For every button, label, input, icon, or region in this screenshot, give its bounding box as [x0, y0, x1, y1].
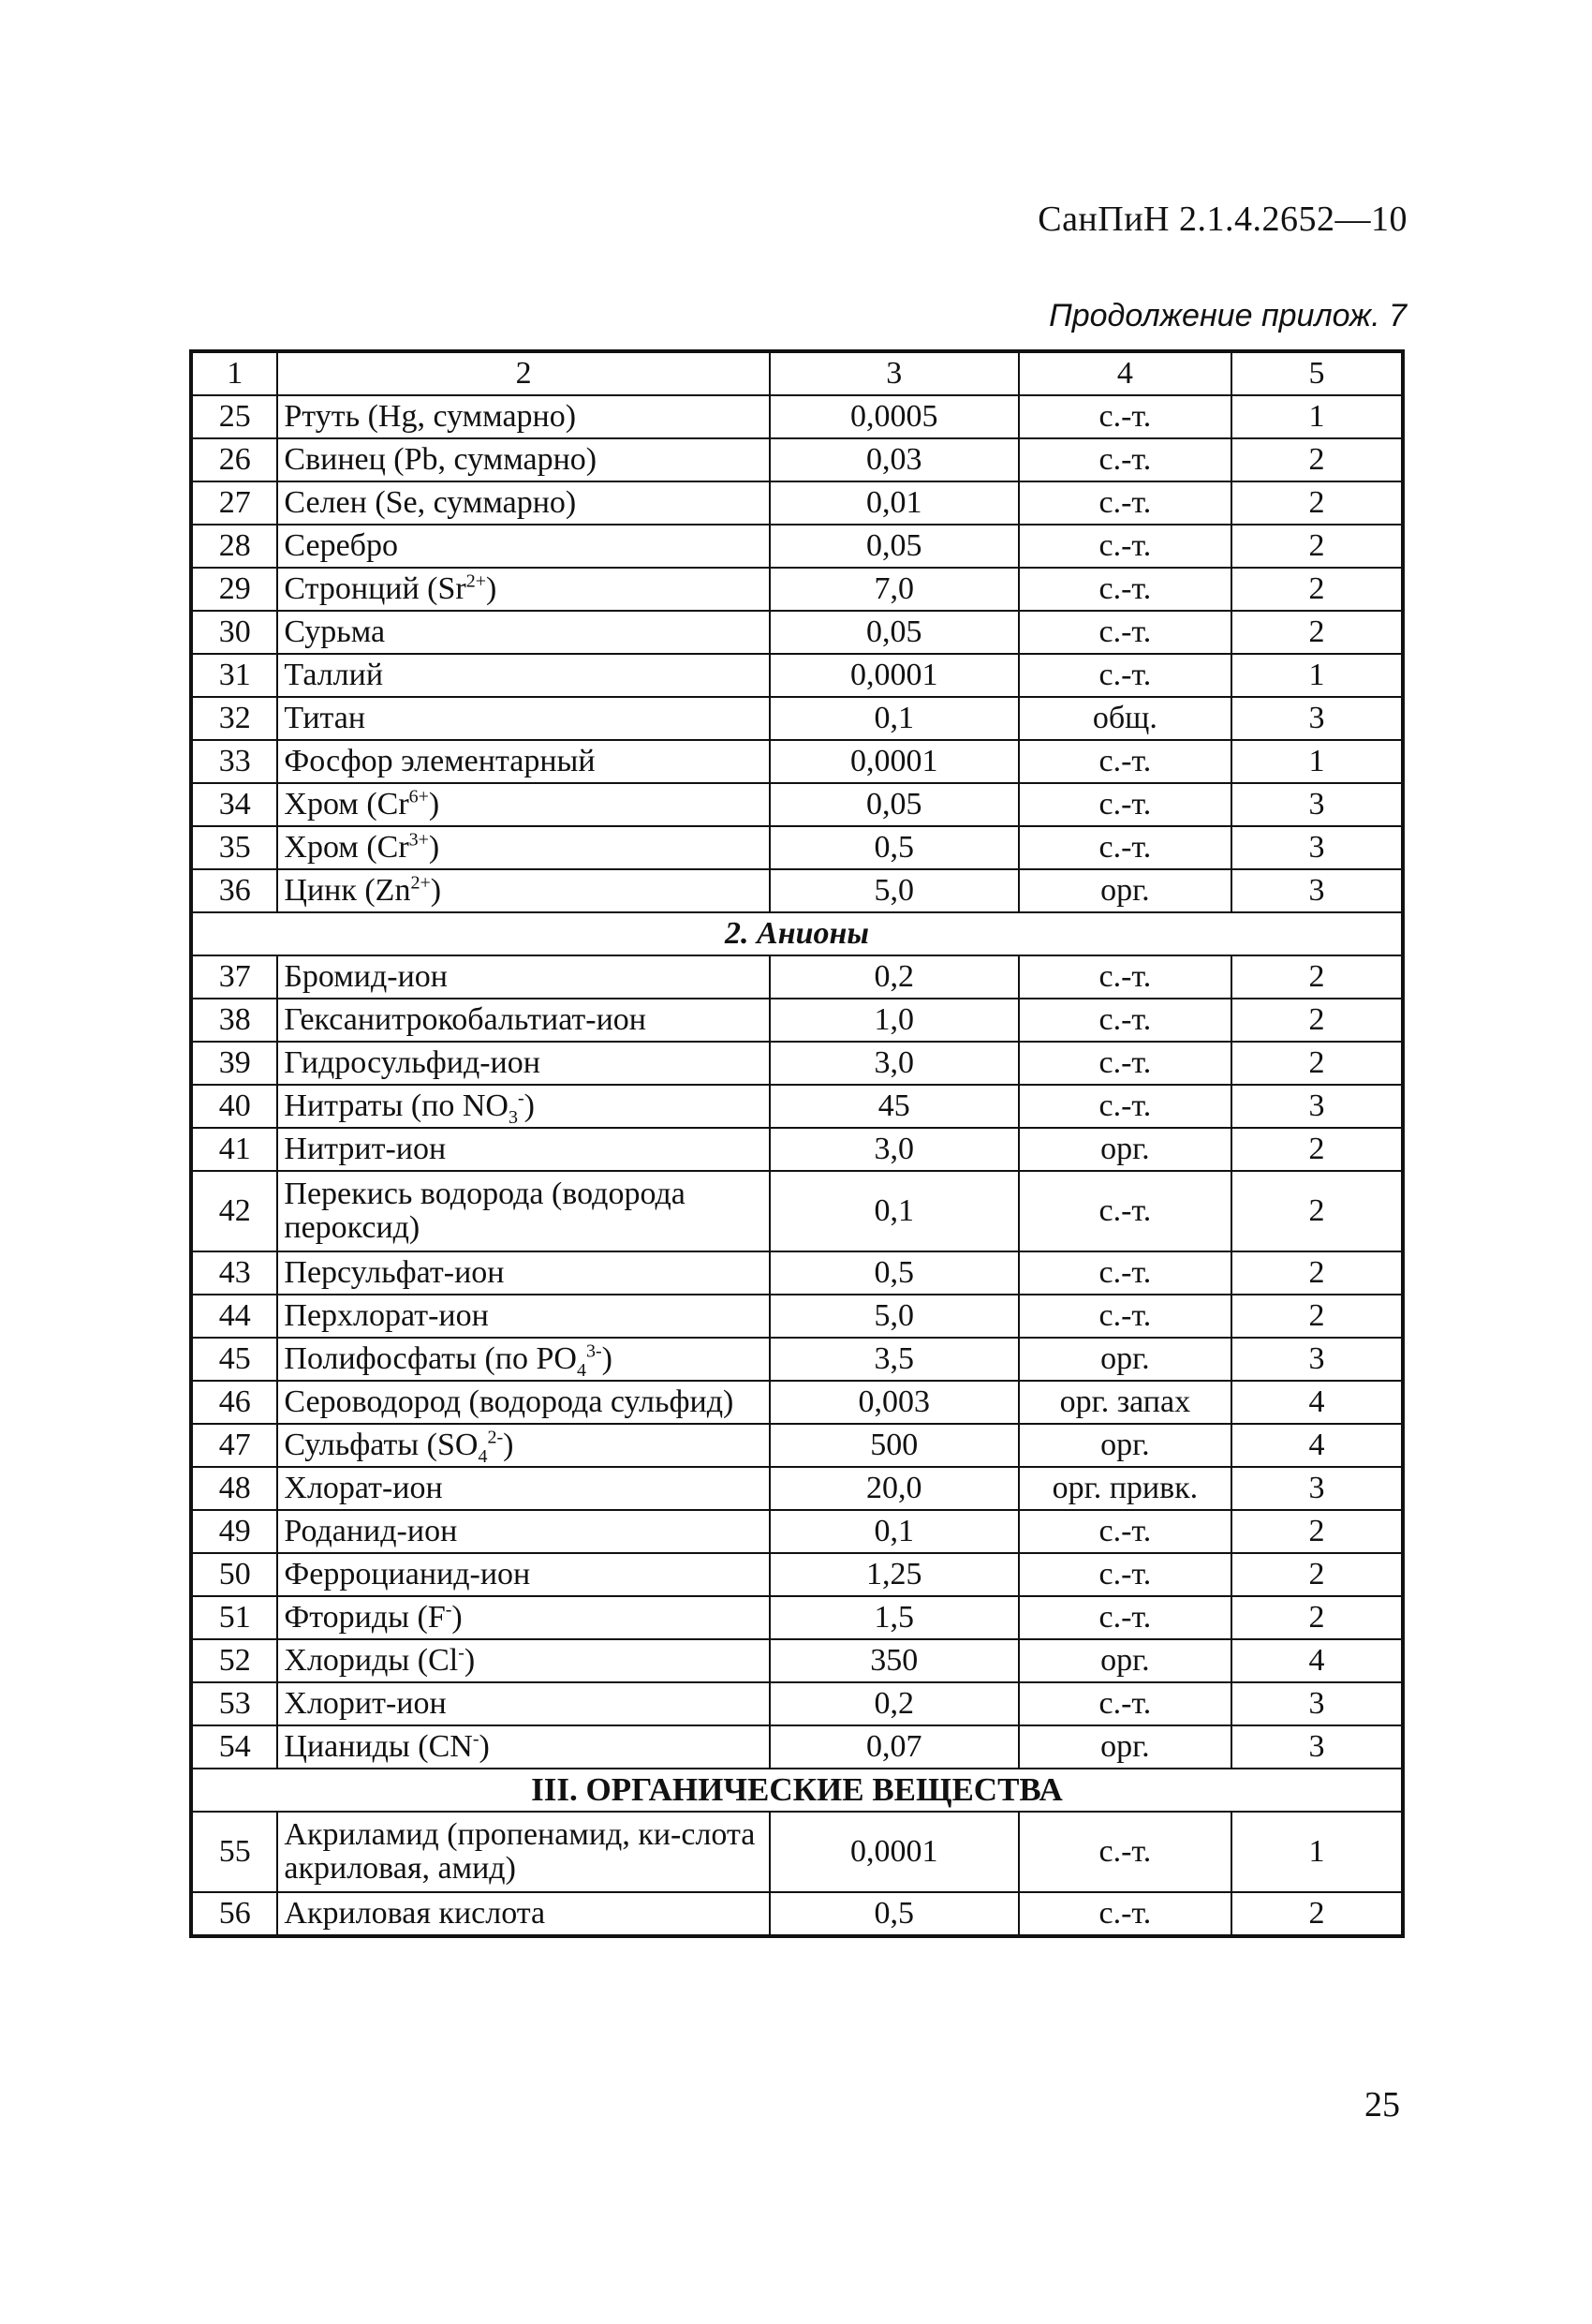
table-row: [191, 1381, 1403, 1424]
table-row: [191, 654, 1403, 697]
row-number: 53: [191, 1682, 277, 1725]
table-row: [191, 481, 1403, 525]
table-row: [191, 1682, 1403, 1725]
norm-value: 0,0001: [770, 740, 1019, 783]
hazard-sign: орг.: [1019, 869, 1231, 912]
column-number: 3: [770, 351, 1019, 395]
norm-value: 0,01: [770, 481, 1019, 525]
norm-value: 350: [770, 1639, 1019, 1682]
table-row: [191, 1639, 1403, 1682]
row-number: 38: [191, 999, 277, 1042]
hazard-class: 3: [1231, 783, 1403, 826]
norm-value: 0,1: [770, 1510, 1019, 1553]
table-row: [191, 611, 1403, 654]
hazard-sign: с.-т.: [1019, 783, 1231, 826]
norm-value: 0,2: [770, 1682, 1019, 1725]
hazard-sign: с.-т.: [1019, 1171, 1231, 1251]
norm-value: 0,0005: [770, 395, 1019, 438]
hazard-sign: орг.: [1019, 1338, 1231, 1381]
hazard-class: 2: [1231, 1510, 1403, 1553]
substance-name: Гексанитрокобальтиат-ион: [277, 999, 770, 1042]
substance-name: Полифосфаты (по $PO_4^{3-}$): [277, 1338, 770, 1381]
hazard-class: 3: [1231, 697, 1403, 740]
row-number: 35: [191, 826, 277, 869]
table-row: [191, 1128, 1403, 1171]
table-row: [191, 1725, 1403, 1769]
table-row: [191, 568, 1403, 611]
hazard-sign: с.-т.: [1019, 1295, 1231, 1338]
hazard-class: 2: [1231, 1128, 1403, 1171]
row-number: 54: [191, 1725, 277, 1769]
table-row: [191, 999, 1403, 1042]
substance-name: Персульфат-ион: [277, 1251, 770, 1295]
substance-name: Сероводород (водорода сульфид): [277, 1381, 770, 1424]
substance-name: Фосфор элементарный: [277, 740, 770, 783]
substance-name: Перхлорат-ион: [277, 1295, 770, 1338]
hazard-class: 3: [1231, 1467, 1403, 1510]
hazard-sign: с.-т.: [1019, 1596, 1231, 1639]
document-code: СанПиН 2.1.4.2652—10: [1038, 200, 1408, 239]
row-number: 43: [191, 1251, 277, 1295]
row-number: 52: [191, 1639, 277, 1682]
substance-name: Бромид-ион: [277, 955, 770, 999]
row-number: 29: [191, 568, 277, 611]
substance-name: Хром $(Cr^{6+})$: [277, 783, 770, 826]
substance-name: Роданид-ион: [277, 1510, 770, 1553]
hazard-sign: с.-т.: [1019, 1812, 1231, 1892]
hazard-class: 2: [1231, 1251, 1403, 1295]
hazard-class: 2: [1231, 481, 1403, 525]
table-row: [191, 955, 1403, 999]
row-number: 47: [191, 1424, 277, 1467]
table-row: [191, 1596, 1403, 1639]
norm-value: 3,0: [770, 1042, 1019, 1085]
row-number: 55: [191, 1812, 277, 1892]
hazard-sign: с.-т.: [1019, 611, 1231, 654]
hazard-class: 2: [1231, 1892, 1403, 1936]
hazard-class: 2: [1231, 999, 1403, 1042]
norm-value: 0,5: [770, 826, 1019, 869]
hazard-sign: с.-т.: [1019, 438, 1231, 481]
hazard-sign: с.-т.: [1019, 826, 1231, 869]
hazard-class: 4: [1231, 1424, 1403, 1467]
hazard-sign: с.-т.: [1019, 525, 1231, 568]
substance-name: Гидросульфид-ион: [277, 1042, 770, 1085]
hazard-class: 4: [1231, 1381, 1403, 1424]
hazard-class: 1: [1231, 740, 1403, 783]
section-row-anions: [191, 912, 1403, 955]
hazard-sign: с.-т.: [1019, 1510, 1231, 1553]
norm-value: 0,1: [770, 1171, 1019, 1251]
table-row: [191, 1338, 1403, 1381]
row-number: 25: [191, 395, 277, 438]
norm-value: 1,0: [770, 999, 1019, 1042]
substance-name: Акриламид (пропенамид, ки-слота акриловая, амид): [277, 1812, 770, 1892]
hazard-class: 2: [1231, 438, 1403, 481]
norm-value: 7,0: [770, 568, 1019, 611]
hazard-sign: с.-т.: [1019, 395, 1231, 438]
hazard-sign: орг.: [1019, 1725, 1231, 1769]
hazard-sign: с.-т.: [1019, 999, 1231, 1042]
norm-value: 1,25: [770, 1553, 1019, 1596]
hazard-class: 1: [1231, 395, 1403, 438]
table-row: [191, 783, 1403, 826]
substance-name: Хром $(Cr^{3+})$: [277, 826, 770, 869]
table-row: [191, 740, 1403, 783]
hazard-class: 2: [1231, 1042, 1403, 1085]
row-number: 50: [191, 1553, 277, 1596]
column-number: 5: [1231, 351, 1403, 395]
row-number: 49: [191, 1510, 277, 1553]
hazard-sign: орг.: [1019, 1639, 1231, 1682]
row-number: 45: [191, 1338, 277, 1381]
row-number: 41: [191, 1128, 277, 1171]
hazard-class: 3: [1231, 1085, 1403, 1128]
hazard-sign: с.-т.: [1019, 1553, 1231, 1596]
substance-name: Ртуть (Hg, суммарно): [277, 395, 770, 438]
substance-name: Нитрит-ион: [277, 1128, 770, 1171]
hazard-sign: орг. привк.: [1019, 1467, 1231, 1510]
substance-name: Ферроцианид-ион: [277, 1553, 770, 1596]
norm-value: 0,0001: [770, 654, 1019, 697]
norm-value: 20,0: [770, 1467, 1019, 1510]
hazard-sign: с.-т.: [1019, 654, 1231, 697]
row-number: 48: [191, 1467, 277, 1510]
page-number: 25: [1364, 2085, 1400, 2124]
norm-value: 0,003: [770, 1381, 1019, 1424]
norm-value: 45: [770, 1085, 1019, 1128]
hazard-sign: орг. запах: [1019, 1381, 1231, 1424]
substance-name: Нитраты (по $NO_3^-$): [277, 1085, 770, 1128]
metals-rows: [191, 395, 1403, 912]
substances-table: [189, 349, 1405, 1938]
table-row: [191, 438, 1403, 481]
column-number: 4: [1019, 351, 1231, 395]
row-number: 27: [191, 481, 277, 525]
substance-name: Титан: [277, 697, 770, 740]
row-number: 36: [191, 869, 277, 912]
substance-name: Стронций $(Sr^{2+})$: [277, 568, 770, 611]
hazard-class: 4: [1231, 1639, 1403, 1682]
hazard-class: 1: [1231, 1812, 1403, 1892]
norm-value: 0,1: [770, 697, 1019, 740]
hazard-class: 2: [1231, 955, 1403, 999]
table-row: [191, 1251, 1403, 1295]
row-number: 40: [191, 1085, 277, 1128]
row-number: 39: [191, 1042, 277, 1085]
norm-value: 0,2: [770, 955, 1019, 999]
table-row: [191, 869, 1403, 912]
norm-value: 0,5: [770, 1892, 1019, 1936]
row-number: 26: [191, 438, 277, 481]
hazard-sign: орг.: [1019, 1424, 1231, 1467]
table-row: [191, 1424, 1403, 1467]
row-number: 42: [191, 1171, 277, 1251]
column-number-row: [191, 351, 1403, 395]
row-number: 56: [191, 1892, 277, 1936]
hazard-class: 2: [1231, 568, 1403, 611]
anions-rows: [191, 955, 1403, 1769]
hazard-class: 3: [1231, 1338, 1403, 1381]
row-number: 28: [191, 525, 277, 568]
hazard-sign: с.-т.: [1019, 481, 1231, 525]
hazard-class: 3: [1231, 869, 1403, 912]
hazard-class: 1: [1231, 654, 1403, 697]
hazard-class: 3: [1231, 1725, 1403, 1769]
substance-name: Таллий: [277, 654, 770, 697]
table-row: [191, 1042, 1403, 1085]
hazard-sign: с.-т.: [1019, 568, 1231, 611]
hazard-sign: с.-т.: [1019, 1892, 1231, 1936]
substance-name: Фториды (F-): [277, 1596, 770, 1639]
hazard-class: 2: [1231, 1553, 1403, 1596]
norm-value: 0,07: [770, 1725, 1019, 1769]
substance-name: Серебро: [277, 525, 770, 568]
row-number: 37: [191, 955, 277, 999]
hazard-class: 2: [1231, 1295, 1403, 1338]
column-number: 1: [191, 351, 277, 395]
row-number: 30: [191, 611, 277, 654]
hazard-class: 2: [1231, 611, 1403, 654]
table-row: [191, 1295, 1403, 1338]
hazard-sign: с.-т.: [1019, 740, 1231, 783]
row-number: 44: [191, 1295, 277, 1338]
row-number: 51: [191, 1596, 277, 1639]
table-row: [191, 1553, 1403, 1596]
norm-value: 3,5: [770, 1338, 1019, 1381]
substance-name: Селен (Se, суммарно): [277, 481, 770, 525]
norm-value: 0,05: [770, 525, 1019, 568]
organic-rows: [191, 1812, 1403, 1936]
norm-value: 0,03: [770, 438, 1019, 481]
norm-value: 1,5: [770, 1596, 1019, 1639]
norm-value: 0,05: [770, 611, 1019, 654]
norm-value: 0,5: [770, 1251, 1019, 1295]
continuation-note: Продолжение прилож. 7: [1049, 298, 1407, 333]
substance-name: Акриловая кислота: [277, 1892, 770, 1936]
hazard-sign: орг.: [1019, 1128, 1231, 1171]
substance-name: Хлориды (Cl-): [277, 1639, 770, 1682]
table-row: [191, 1467, 1403, 1510]
substance-name: Сурьма: [277, 611, 770, 654]
substance-name: Хлорит-ион: [277, 1682, 770, 1725]
norm-value: 0,05: [770, 783, 1019, 826]
row-number: 33: [191, 740, 277, 783]
table-row: [191, 1510, 1403, 1553]
table-row: [191, 697, 1403, 740]
hazard-sign: общ.: [1019, 697, 1231, 740]
norm-value: 0,0001: [770, 1812, 1019, 1892]
hazard-class: 3: [1231, 826, 1403, 869]
norm-value: 5,0: [770, 869, 1019, 912]
hazard-sign: с.-т.: [1019, 955, 1231, 999]
table-row: [191, 1171, 1403, 1251]
table-row: [191, 826, 1403, 869]
substance-name: Свинец (Pb, суммарно): [277, 438, 770, 481]
norm-value: 3,0: [770, 1128, 1019, 1171]
hazard-sign: с.-т.: [1019, 1682, 1231, 1725]
hazard-class: 2: [1231, 1596, 1403, 1639]
table-row: [191, 525, 1403, 568]
section-title-organic: III. ОРГАНИЧЕСКИЕ ВЕЩЕСТВА: [191, 1769, 1403, 1812]
row-number: 46: [191, 1381, 277, 1424]
table-row: [191, 395, 1403, 438]
hazard-sign: с.-т.: [1019, 1085, 1231, 1128]
table-row: [191, 1812, 1403, 1892]
hazard-sign: с.-т.: [1019, 1042, 1231, 1085]
hazard-class: 2: [1231, 1171, 1403, 1251]
section-row-organic: [191, 1769, 1403, 1812]
section-title-anions: 2. Анионы: [191, 912, 1403, 955]
hazard-class: 3: [1231, 1682, 1403, 1725]
substance-name: Цинк $(Zn^{2+})$: [277, 869, 770, 912]
norm-value: 500: [770, 1424, 1019, 1467]
table-row: [191, 1892, 1403, 1936]
hazard-class: 2: [1231, 525, 1403, 568]
row-number: 34: [191, 783, 277, 826]
norm-value: 5,0: [770, 1295, 1019, 1338]
substance-name: Цианиды (CN-): [277, 1725, 770, 1769]
row-number: 31: [191, 654, 277, 697]
substance-name: Сульфаты $(SO_4^{2-})$: [277, 1424, 770, 1467]
hazard-sign: с.-т.: [1019, 1251, 1231, 1295]
substance-name: Хлорат-ион: [277, 1467, 770, 1510]
column-number: 2: [277, 351, 770, 395]
table-row: [191, 1085, 1403, 1128]
row-number: 32: [191, 697, 277, 740]
substance-name: Перекись водорода (водорода пероксид): [277, 1171, 770, 1251]
